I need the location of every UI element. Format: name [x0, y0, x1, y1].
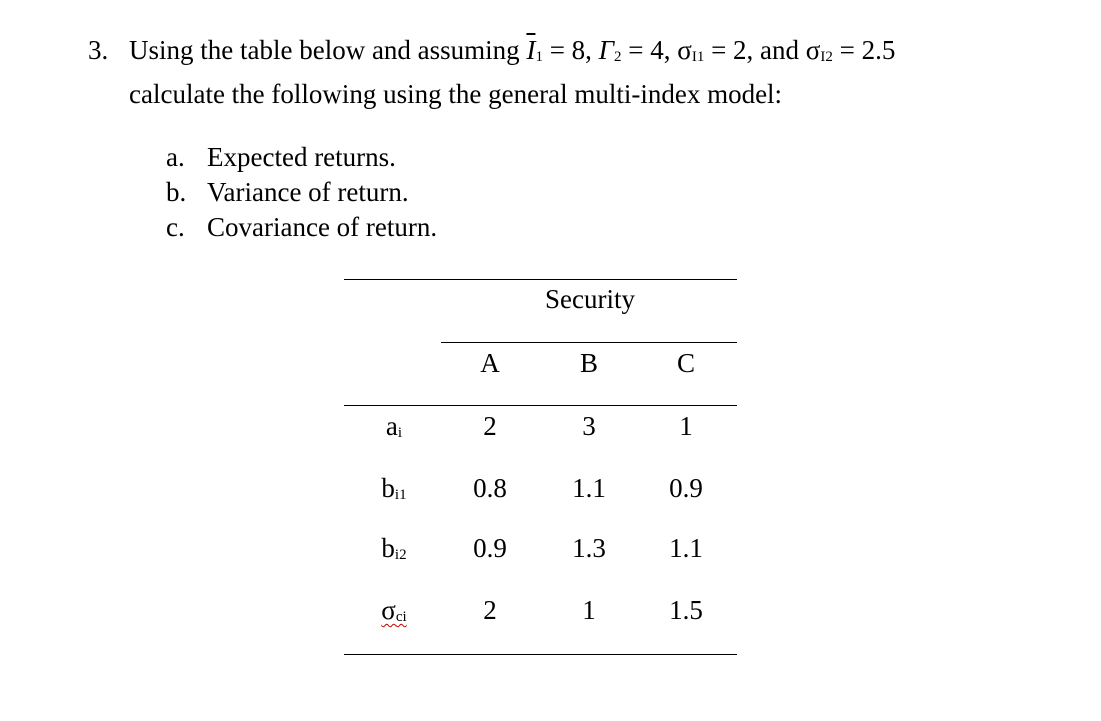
table-cell: 1.1: [669, 533, 703, 563]
table-cell: 0.9: [473, 533, 507, 563]
column-header-a: A: [480, 348, 500, 378]
sigma-i2-subscript: I2: [820, 49, 833, 65]
table-cell: 1.3: [572, 533, 606, 563]
security-table: [344, 279, 737, 656]
table-bottom-rule: [344, 654, 737, 655]
header-bottom-rule: [344, 405, 737, 406]
row-label-sub: i: [397, 425, 403, 441]
gamma-symbol: Γ: [598, 35, 615, 65]
eq-part-2: = 4, σ: [621, 35, 692, 65]
subquestion-text: Variance of return.: [207, 177, 409, 207]
row-label-bi1: [364, 472, 424, 511]
table-top-rule: [344, 279, 737, 280]
row-label-sub: ci: [395, 609, 407, 625]
subquestion-a: [166, 140, 437, 175]
table-cell: 1: [582, 595, 596, 625]
subquestion-list: [166, 140, 437, 245]
group-header-security: Security: [545, 284, 635, 314]
group-header-rule: [441, 342, 737, 343]
table-cell: 2: [483, 595, 497, 625]
eq-part-1: = 8,: [542, 35, 599, 65]
i-bar-symbol: $\overline{I}$: [526, 35, 536, 65]
row-label-bi2: [364, 532, 424, 571]
table-cell: 1: [679, 411, 693, 441]
subquestion-letter: a.: [166, 142, 185, 172]
row-label-main: b: [381, 533, 395, 563]
question-number: 3.: [88, 35, 109, 65]
i1-subscript: 1: [535, 49, 543, 65]
question-intro: Using the table below and assuming: [129, 35, 527, 65]
table-cell: 1.1: [572, 473, 606, 503]
row-label-sigma-ci: [364, 594, 424, 633]
table-cell: 0.9: [669, 473, 703, 503]
row-label-ai: [364, 410, 424, 449]
subquestion-letter: b.: [166, 177, 187, 207]
table-cell: 1.5: [669, 595, 703, 625]
sigma-i1-subscript: I1: [691, 49, 705, 65]
subquestion-text: Expected returns.: [207, 142, 396, 172]
question-line-1: [88, 32, 1068, 76]
i2-subscript: 2: [614, 49, 622, 65]
column-header-b: B: [579, 348, 598, 378]
table-cell: 3: [582, 411, 596, 441]
subquestion-text: Covariance of return.: [207, 212, 438, 242]
spellcheck-underline: [381, 595, 406, 625]
eq-part-3: = 2, and σ: [704, 35, 821, 65]
column-header-c: C: [676, 348, 695, 378]
subquestion-b: [166, 175, 437, 210]
subquestion-c: [166, 210, 437, 245]
question-line-2: calculate the following using the general multi-index model:: [129, 79, 783, 109]
row-label-sub: i2: [394, 547, 407, 563]
row-label-main: b: [381, 473, 395, 503]
table-cell: 0.8: [473, 473, 507, 503]
question-text: [88, 32, 1068, 113]
row-label-sub: i1: [394, 487, 407, 503]
table-cell: 2: [483, 411, 497, 441]
eq-part-4: = 2.5: [832, 35, 896, 65]
subquestion-letter: c.: [166, 212, 185, 242]
row-label-main: a: [385, 411, 398, 441]
row-label-main: σ: [381, 595, 396, 625]
